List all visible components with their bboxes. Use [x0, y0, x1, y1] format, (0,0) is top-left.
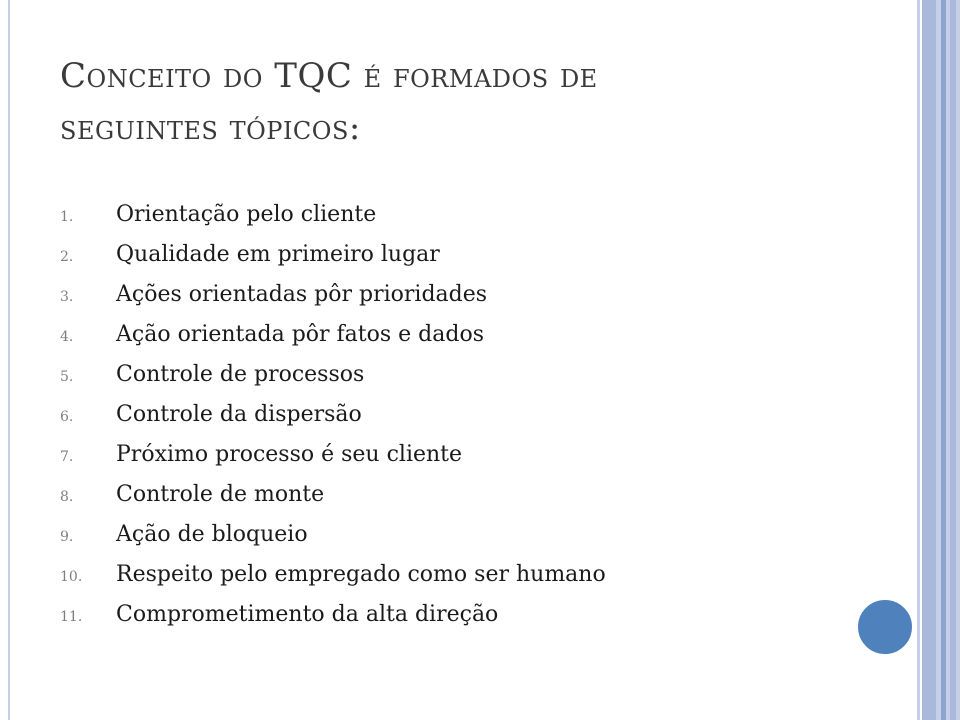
item-number: 11.	[60, 609, 83, 625]
stripe	[956, 0, 960, 720]
circle-decoration	[856, 598, 914, 656]
item-text: Controle de monte	[116, 482, 325, 507]
item-text: Comprometimento da alta direção	[116, 602, 499, 627]
item-number: 9.	[60, 529, 74, 545]
item-number: 1.	[60, 209, 74, 225]
item-text: Ação orientada pôr fatos e dados	[116, 322, 484, 347]
item-text: Controle da dispersão	[116, 402, 362, 427]
list-item	[60, 562, 820, 602]
item-number: 7.	[60, 449, 74, 465]
item-number: 3.	[60, 289, 74, 305]
item-text: Respeito pelo empregado como ser humano	[116, 562, 606, 587]
right-decorative-stripes	[917, 0, 960, 720]
list-item	[60, 402, 820, 442]
list-item	[60, 242, 820, 282]
topic-list	[60, 202, 820, 642]
item-text: Qualidade em primeiro lugar	[116, 242, 440, 267]
item-text: Orientação pelo cliente	[116, 202, 377, 227]
item-text: Controle de processos	[116, 362, 365, 387]
list-item	[60, 282, 820, 322]
stripe	[917, 0, 920, 720]
list-item	[60, 322, 820, 362]
list-item	[60, 362, 820, 402]
item-number: 5.	[60, 369, 74, 385]
stripe	[922, 0, 936, 720]
item-text: Ações orientadas pôr prioridades	[116, 282, 488, 307]
list-item	[60, 602, 820, 642]
item-number: 2.	[60, 249, 74, 265]
item-number: 4.	[60, 329, 74, 345]
list-item	[60, 442, 820, 482]
list-item	[60, 202, 820, 242]
item-text: Ação de bloqueio	[116, 522, 308, 547]
item-number: 10.	[60, 569, 83, 585]
slide-title	[60, 50, 860, 154]
left-border-line	[8, 0, 10, 720]
title-line-2: seguintes tópicos:	[60, 108, 361, 148]
list-item	[60, 522, 820, 562]
item-number: 8.	[60, 489, 74, 505]
list-item	[60, 482, 820, 522]
title-line-1: Conceito do TQC é formados de	[60, 56, 598, 96]
item-text: Próximo processo é seu cliente	[116, 442, 463, 467]
item-number: 6.	[60, 409, 74, 425]
